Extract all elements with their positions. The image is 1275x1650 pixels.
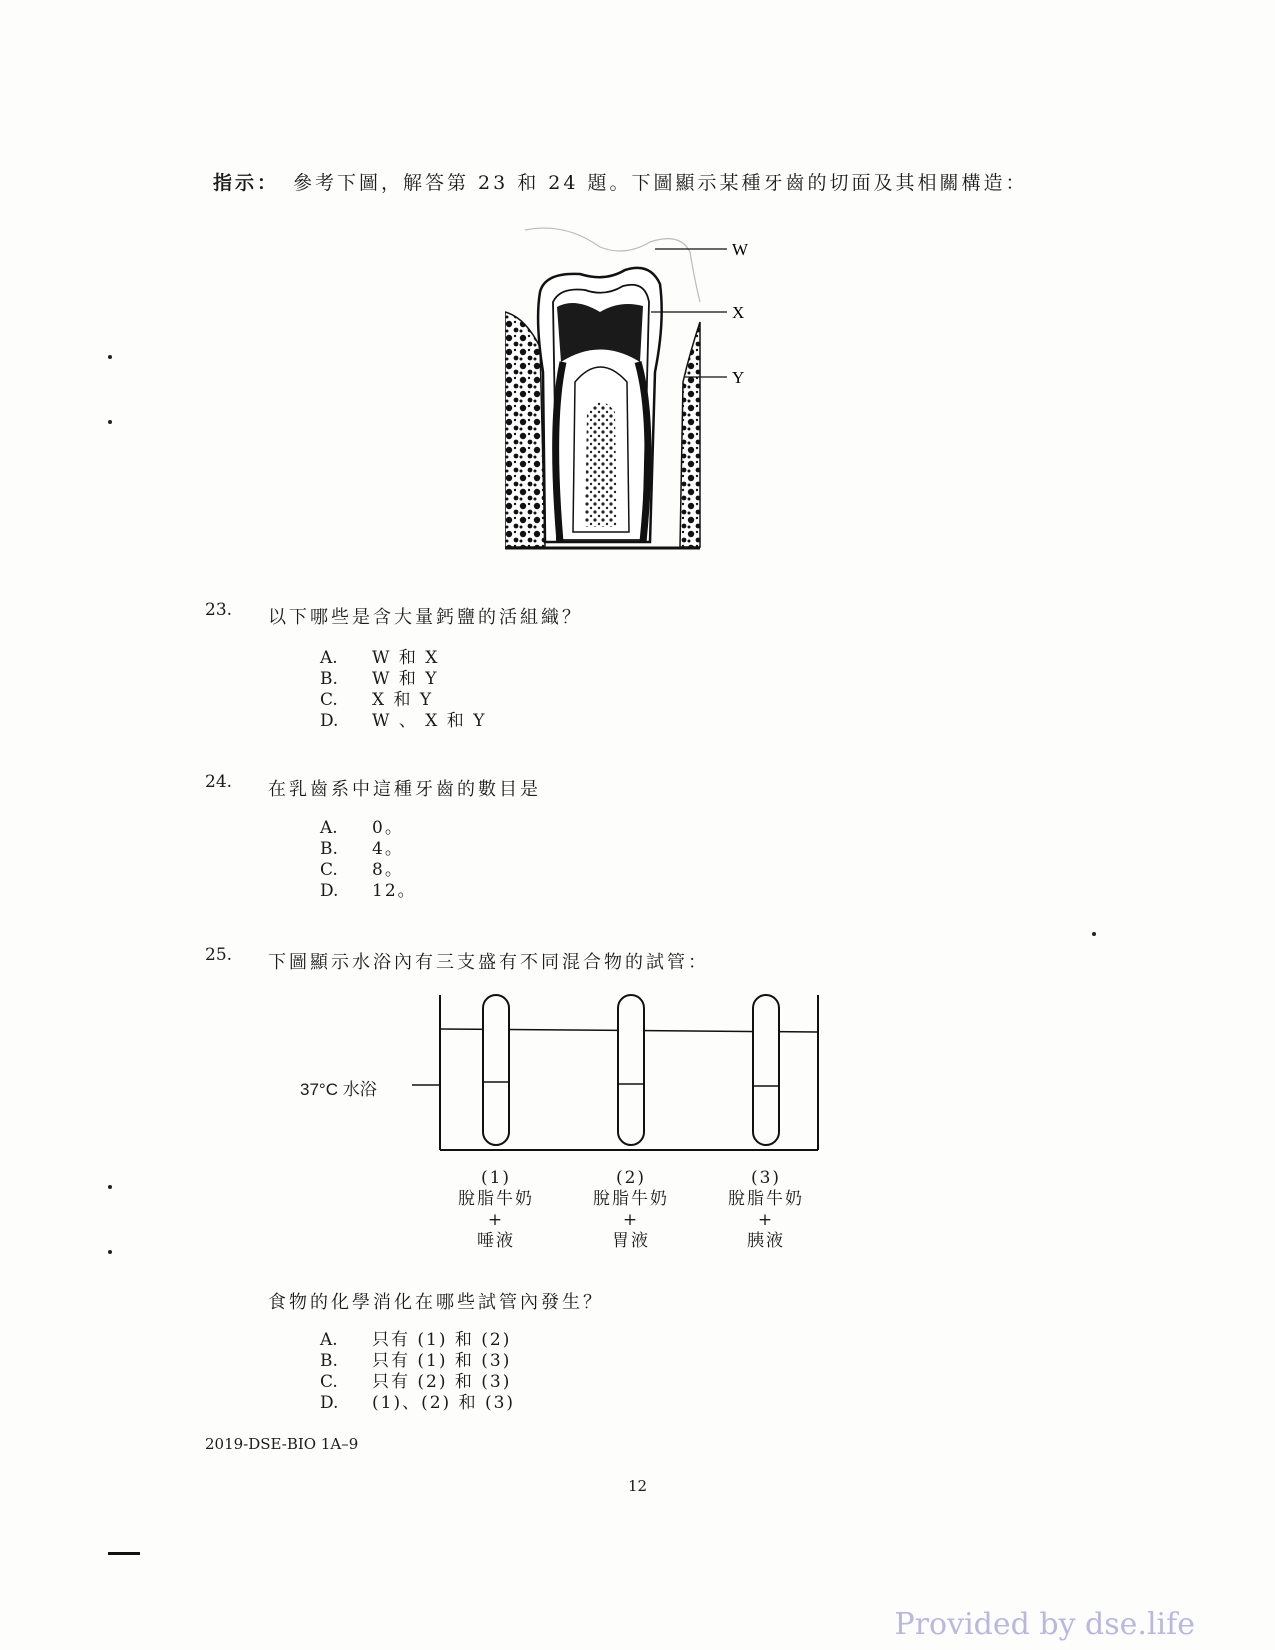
option-text: 只有 (1) 和 (2): [372, 1330, 512, 1350]
exam-code: 2019-DSE-BIO 1A–9: [205, 1435, 359, 1453]
water-bath-diagram: [300, 990, 830, 1165]
q23-option-d[interactable]: [320, 711, 620, 732]
q25-option-d[interactable]: [320, 1393, 620, 1414]
q23-option-a[interactable]: [320, 648, 620, 669]
tube-label-3: [706, 1168, 826, 1252]
tube-content: 脫脂牛奶: [593, 1189, 669, 1209]
test-tube-2: [618, 995, 644, 1145]
q23-text: 以下哪些是含大量鈣鹽的活組織？: [268, 607, 583, 628]
plus-sign: +: [487, 1210, 505, 1230]
label-w: W: [732, 240, 749, 259]
q25-option-c[interactable]: [320, 1372, 620, 1393]
option-letter: A.: [320, 818, 338, 838]
q23-options: [320, 648, 620, 732]
option-text: (1)、(2) 和 (3): [372, 1393, 516, 1413]
scan-speck: [108, 1185, 112, 1189]
tube-enzyme: 胰液: [747, 1231, 785, 1251]
q25-number: 25.: [205, 945, 233, 965]
option-text: 0。: [372, 818, 404, 838]
option-letter: D.: [320, 1393, 339, 1413]
label-x: X: [732, 303, 745, 322]
scan-speck: [1092, 932, 1096, 936]
instruction-text: 參考下圖，解答第 23 和 24 題。下圖顯示某種牙齒的切面及其相關構造：: [293, 172, 1028, 194]
q25-options: [320, 1330, 620, 1414]
q23-option-b[interactable]: [320, 669, 620, 690]
watermark: Provided by dse.life: [894, 1607, 1195, 1642]
option-letter: D.: [320, 881, 339, 901]
instruction: [213, 168, 1028, 195]
q24-option-d[interactable]: [320, 881, 620, 902]
option-text: 4。: [372, 839, 404, 859]
option-text: 只有 (2) 和 (3): [372, 1372, 512, 1392]
option-letter: C.: [320, 690, 338, 710]
option-text: X 和 Y: [372, 690, 434, 710]
tube-number: (1): [480, 1168, 512, 1188]
option-letter: A.: [320, 648, 338, 668]
tube-label-1: [436, 1168, 556, 1252]
instruction-label: 指示：: [213, 172, 280, 194]
plus-sign: +: [622, 1210, 640, 1230]
plus-sign: +: [757, 1210, 775, 1230]
q24-option-a[interactable]: [320, 818, 620, 839]
test-tube-1: [483, 995, 509, 1145]
option-letter: B.: [320, 839, 338, 859]
q25-option-a[interactable]: [320, 1330, 620, 1351]
tube-label-2: [571, 1168, 691, 1252]
option-text: W 和 X: [372, 648, 440, 668]
scan-speck: [108, 1250, 112, 1254]
option-text: 只有 (1) 和 (3): [372, 1351, 512, 1371]
q24-option-c[interactable]: [320, 860, 620, 881]
tube-content: 脫脂牛奶: [728, 1189, 804, 1209]
option-text: 8。: [372, 860, 404, 880]
scan-speck: [108, 355, 112, 359]
q23-option-c[interactable]: [320, 690, 620, 711]
q24-options: [320, 818, 620, 902]
q25-option-b[interactable]: [320, 1351, 620, 1372]
water-bath-label: 37°C 水浴: [300, 1080, 377, 1099]
scan-mark: [108, 1552, 140, 1555]
option-text: W 和 Y: [372, 669, 439, 689]
tube-content: 脫脂牛奶: [458, 1189, 534, 1209]
q24-option-b[interactable]: [320, 839, 620, 860]
option-text: W 、 X 和 Y: [372, 711, 487, 731]
q23-number: 23.: [205, 600, 233, 620]
option-letter: D.: [320, 711, 339, 731]
page-number: 12: [628, 1477, 648, 1495]
label-y: Y: [732, 368, 745, 387]
test-tube-3: [753, 995, 779, 1145]
option-letter: B.: [320, 669, 338, 689]
tube-enzyme: 唾液: [477, 1231, 515, 1251]
q25-followup: 食物的化學消化在哪些試管內發生？: [268, 1292, 604, 1313]
option-letter: A.: [320, 1330, 338, 1350]
option-letter: C.: [320, 1372, 338, 1392]
q24-number: 24.: [205, 772, 233, 792]
tooth-diagram: [505, 222, 790, 572]
option-letter: C.: [320, 860, 338, 880]
option-letter: B.: [320, 1351, 338, 1371]
q24-text: 在乳齒系中這種牙齒的數目是: [268, 779, 541, 800]
tube-number: (2): [615, 1168, 647, 1188]
tube-enzyme: 胃液: [612, 1231, 650, 1251]
q25-text: 下圖顯示水浴內有三支盛有不同混合物的試管：: [268, 952, 709, 973]
scan-speck: [108, 420, 112, 424]
option-text: 12。: [372, 881, 417, 901]
tube-number: (3): [750, 1168, 782, 1188]
